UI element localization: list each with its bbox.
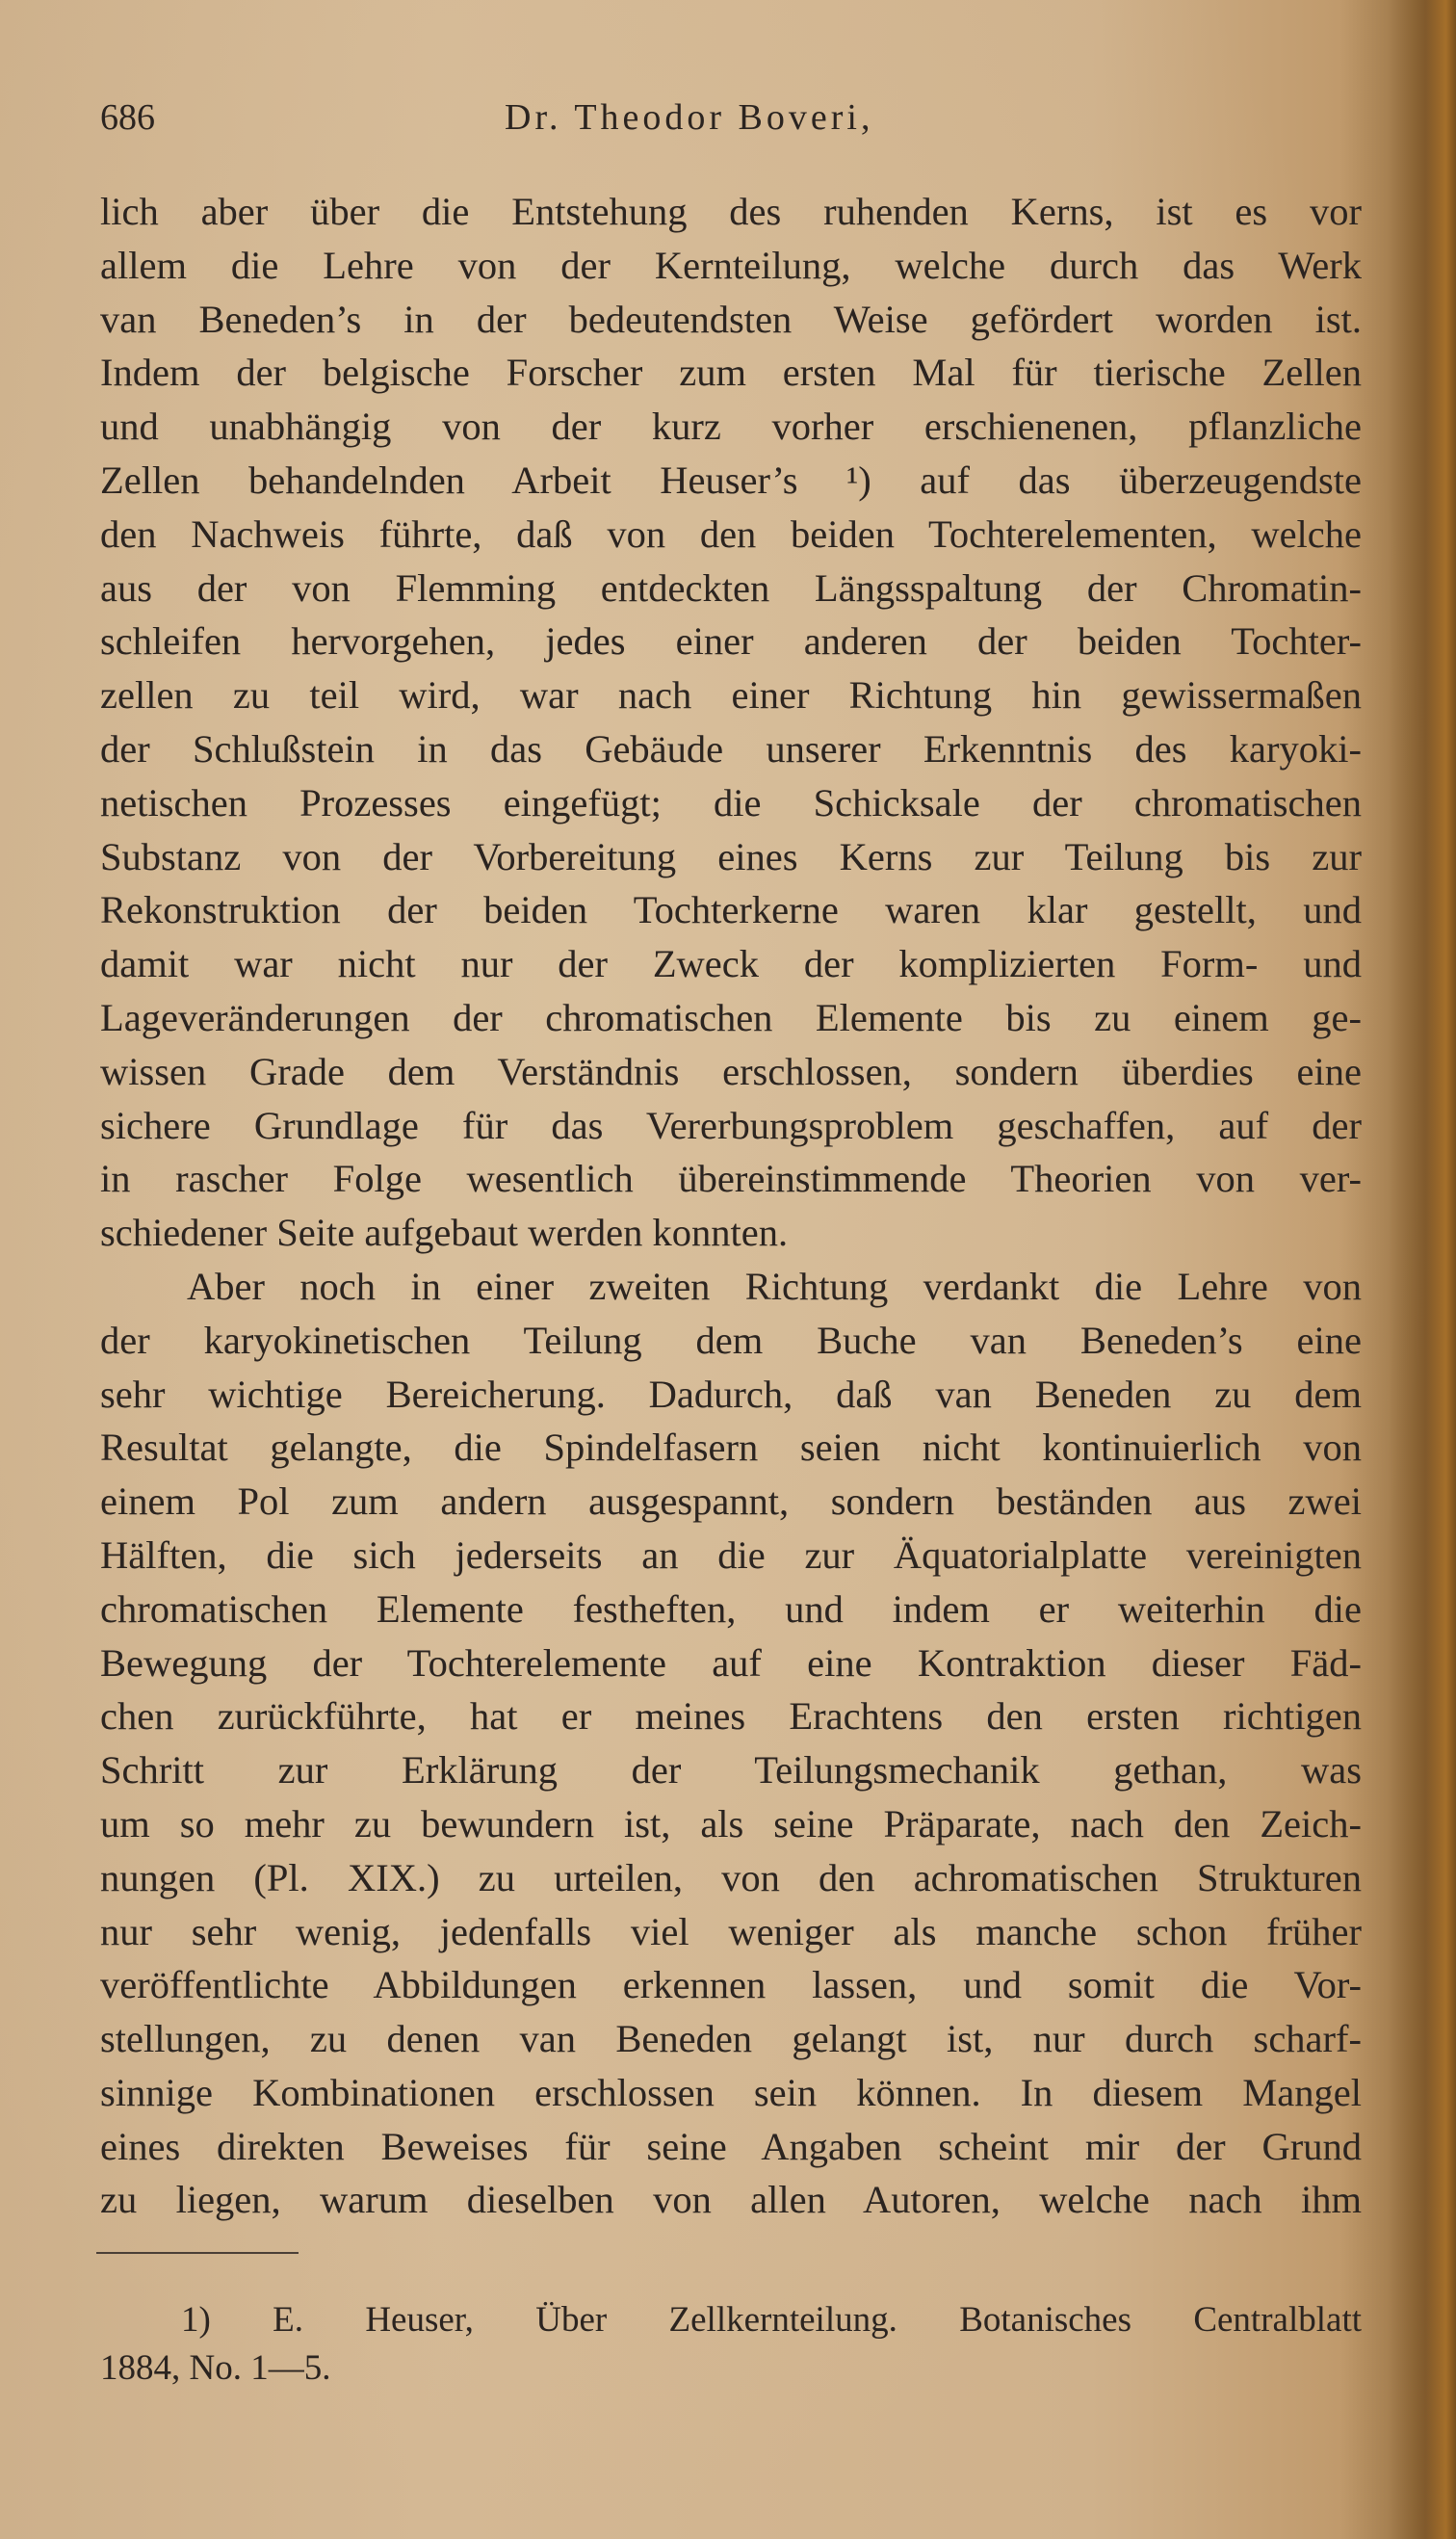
footnote-line: 1) E. Heuser, Über Zellkernteilung. Botanisches Centralblatt <box>181 2300 1362 2340</box>
text-line: einem Pol zum andern ausgespannt, sondern beständen aus zwei <box>100 1479 1362 1524</box>
footnote <box>100 2296 1362 2393</box>
text-line: den Nachweis führte, daß von den beiden Tochterelementen, welche <box>100 511 1362 556</box>
text-line: netischen Prozesses eingefügt; die Schicksale der chromatischen <box>100 780 1362 825</box>
text-line: der Schlußstein in das Gebäude unserer Erkenntnis des karyoki- <box>100 726 1362 771</box>
text-line: wissen Grade dem Verständnis erschlossen, sondern überdies eine <box>100 1049 1362 1093</box>
text-line: der karyokinetischen Teilung dem Buche van Beneden’s eine <box>100 1318 1362 1362</box>
text-line: Bewegung der Tochterelemente auf eine Kontraktion dieser Fäd- <box>100 1640 1362 1685</box>
text-line: Resultat gelangte, die Spindelfasern seien nicht kontinuierlich von <box>100 1426 1362 1470</box>
text-line: schleifen hervorgehen, jedes einer anderen der beiden Tochter- <box>100 619 1362 664</box>
text-line: veröffentlichte Abbildungen erkennen lassen, und somit die Vor- <box>100 1963 1362 2007</box>
text-line: und unabhängig von der kurz vorher erschienenen, pflanzliche <box>100 405 1362 449</box>
body-text <box>100 185 1362 2227</box>
text-line: um so mehr zu bewundern ist, als seine Präparate, nach den Zeich- <box>100 1801 1362 1845</box>
page-number: 686 <box>100 97 155 138</box>
text-line: van Beneden’s in der bedeutendsten Weise gefördert worden ist. <box>100 297 1362 341</box>
text-line: aus der von Flemming entdeckten Längsspaltung der Chromatin- <box>100 565 1362 610</box>
page-edge-shadow <box>1389 0 1456 2539</box>
text-line: Substanz von der Vorbereitung eines Kerns zur Teilung bis zur <box>100 834 1362 878</box>
text-line: nur sehr wenig, jedenfalls viel weniger als manche schon früher <box>100 1909 1362 1953</box>
text-line: Schritt zur Erklärung der Teilungsmechanik gethan, was <box>100 1748 1362 1793</box>
text-line: Hälften, die sich jederseits an die zur Äquatorialplatte vereinigten <box>100 1532 1362 1577</box>
text-line: sichere Grundlage für das Vererbungsproblem geschaffen, auf der <box>100 1103 1362 1147</box>
text-line: lich aber über die Entstehung des ruhenden Kerns, ist es vor <box>100 190 1362 233</box>
text-line: nungen (Pl. XIX.) zu urteilen, von den achromatischen Strukturen <box>100 1855 1362 1899</box>
text-line: chromatischen Elemente festheften, und indem er weiterhin die <box>100 1586 1362 1631</box>
text-line: Indem der belgische Forscher zum ersten Mal für tierische Zellen <box>100 351 1362 395</box>
text-line: sehr wichtige Bereicherung. Dadurch, daß van Beneden zu dem <box>100 1372 1362 1416</box>
page-header <box>100 96 1371 154</box>
text-line: in rascher Folge wesentlich übereinstimmende Theorien von ver- <box>100 1157 1362 1201</box>
text-line: Zellen behandelnden Arbeit Heuser’s ¹) auf das überzeugendste <box>100 458 1362 502</box>
text-line: zellen zu teil wird, war nach einer Richtung hin gewissermaßen <box>100 673 1362 718</box>
footnote-line: 1884, No. 1—5. <box>100 2348 331 2388</box>
text-line: Rekonstruktion der beiden Tochterkerne waren klar gestellt, und <box>100 888 1362 932</box>
text-line: stellungen, zu denen van Beneden gelangt ist, nur durch scharf- <box>100 2017 1362 2061</box>
text-line: schiedener Seite aufgebaut werden konnten. <box>100 1211 789 1255</box>
paragraph-start-line: Aber noch in einer zweiten Richtung verdankt die Lehre von <box>187 1264 1362 1308</box>
text-line: allem die Lehre von der Kernteilung, welche durch das Werk <box>100 243 1362 287</box>
text-line: Lageveränderungen der chromatischen Elemente bis zu einem ge- <box>100 995 1362 1039</box>
text-line: damit war nicht nur der Zweck der komplizierten Form- und <box>100 942 1362 986</box>
text-line: eines direkten Beweises für seine Angaben scheint mir der Grund <box>100 2124 1362 2168</box>
footnote-separator <box>96 2252 299 2254</box>
running-head: Dr. Theodor Boveri, <box>505 97 874 138</box>
text-line: zu liegen, warum dieselben von allen Autoren, welche nach ihm <box>100 2178 1362 2222</box>
text-line: chen zurückführte, hat er meines Erachtens den ersten richtigen <box>100 1694 1362 1739</box>
text-line: sinnige Kombinationen erschlossen sein können. In diesem Mangel <box>100 2070 1362 2114</box>
